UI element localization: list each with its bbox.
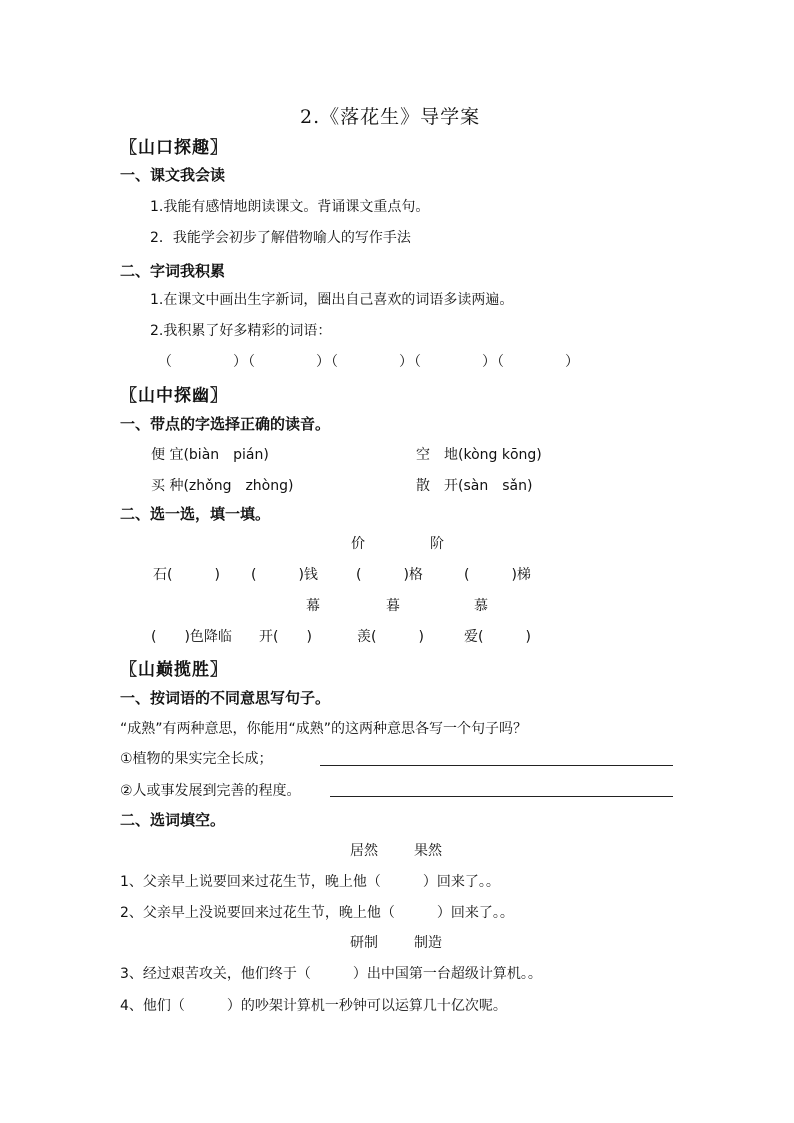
choice-word: 阶 [430, 536, 444, 552]
heading-pronunciation: 一、带点的字选择正确的读音。 [120, 415, 331, 433]
choice-word: 制造 [414, 935, 442, 951]
section-title-shanzhong: 〖山中探幽〗 [120, 386, 228, 406]
list-item: 2、父亲早上没说要回来过花生节，晚上他（ ）回来了。。 [120, 905, 514, 921]
choice-word: 暮 [386, 598, 400, 614]
choice-word: 幕 [306, 598, 320, 614]
fill-blank[interactable]: 开( ) [259, 629, 312, 645]
list-item: 2．我能学会初步了解借物喻人的写作手法 [150, 230, 411, 246]
question-text: “成熟”有两种意思，你能用“成熟”的这两种意思各写一个句子吗？ [120, 721, 528, 737]
section-title-shankou: 〖山口探趣〗 [120, 138, 228, 158]
choice-word: 慕 [474, 598, 488, 614]
choice-word: 价 [351, 536, 365, 552]
fill-blank[interactable]: 羡( ) [357, 629, 424, 645]
pinyin-pair: 空 地(kòng kōng) [416, 447, 542, 463]
choice-word: 果然 [414, 843, 442, 859]
list-item: 4、他们（ ）的吵架计算机一秒钟可以运算几十亿次呢。 [120, 998, 507, 1014]
heading-write-sentences: 一、按词语的不同意思写句子。 [120, 689, 331, 707]
fill-blank[interactable]: ( )色降临 [151, 629, 232, 645]
answer-line[interactable] [330, 796, 673, 797]
fill-blank[interactable]: ( )钱 [251, 567, 318, 583]
fill-blank[interactable]: ( )梯 [464, 567, 531, 583]
list-item: 1.我能有感情地朗读课文。背诵课文重点句。 [150, 199, 430, 215]
heading-vocab: 二、字词我积累 [120, 262, 226, 280]
list-item: 1、父亲早上说要回来过花生节，晚上他（ ）回来了。。 [120, 874, 500, 890]
vocab-blanks[interactable]: （ ）（ ）（ ）（ ）（ ） [158, 354, 580, 370]
page-title: 2.《落花生》导学案 [300, 106, 481, 128]
choice-word: 研制 [350, 935, 378, 951]
pinyin-pair: 散 开(sàn sǎn) [416, 478, 533, 494]
pinyin-pair: 便 宜(biàn pián) [151, 447, 269, 463]
answer-line[interactable] [320, 765, 673, 766]
pinyin-pair: 买 种(zhǒng zhòng) [151, 478, 294, 494]
fill-blank[interactable]: 石( ) [153, 567, 220, 583]
heading-word-choice: 二、选词填空。 [120, 811, 226, 829]
fill-blank[interactable]: 爱( ) [464, 629, 531, 645]
heading-fill-choose: 二、选一选，填一填。 [120, 505, 271, 523]
heading-read-text: 一、课文我会读 [120, 166, 226, 184]
list-item: 1.在课文中画出生字新词，圈出自己喜欢的词语多读两遍。 [150, 292, 514, 308]
section-title-shandian: 〖山巅揽胜〗 [120, 660, 228, 680]
list-item: 2.我积累了好多精彩的词语： [150, 323, 332, 339]
choice-word: 居然 [350, 843, 378, 859]
list-item: 3、经过艰苦攻关，他们终于（ ）出中国第一台超级计算机。。 [120, 966, 542, 982]
sentence-prompt: ②人或事发展到完善的程度。 [120, 783, 301, 799]
fill-blank[interactable]: ( )格 [356, 567, 423, 583]
sentence-prompt: ①植物的果实完全长成； [120, 751, 273, 767]
